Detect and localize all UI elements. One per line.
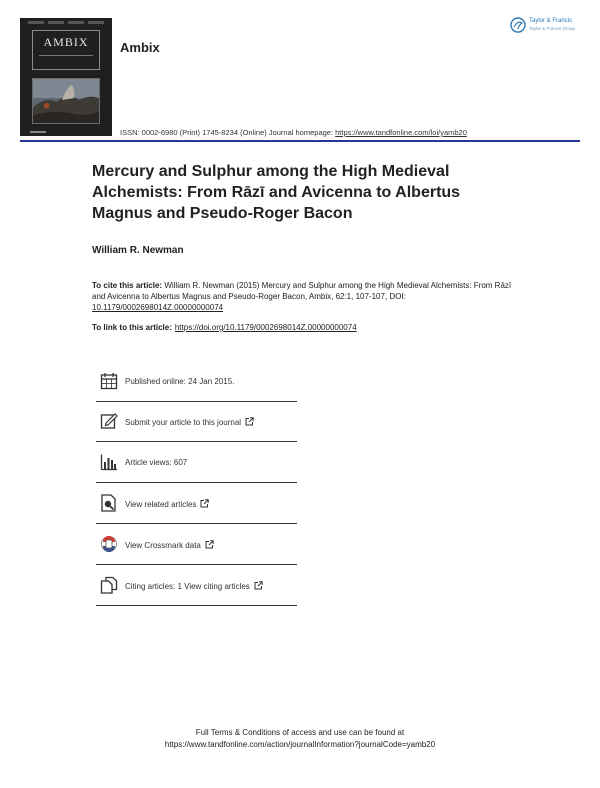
cover-painting [32,78,100,124]
publisher-name: Taylor & Francis [529,18,573,24]
crossmark-icon [100,535,118,553]
related-articles-icon [100,494,118,512]
submit-article-text: Submit your article to this journal [125,418,242,427]
crossmark-text: View Crossmark data [125,541,201,550]
related-articles-text: View related articles [125,500,197,509]
external-link-icon [205,540,214,549]
related-articles-label[interactable] [125,499,209,509]
journal-name: Ambix [120,40,160,55]
citing-articles-icon [100,576,118,594]
issn-line [120,128,467,137]
terms-footer [0,727,600,751]
submit-article-box[interactable] [96,402,297,442]
citation-text: William R. Newman (2015) Mercury and Sulphur among the High Medieval Alchemists: From Rāzī and Avicenna to Albertus Magnus and Pseudo-Roger Bacon, Ambix, 62:1, 107-107, DOI: [92,281,512,301]
bar-chart-icon [100,453,118,471]
submit-article-label[interactable] [125,417,254,427]
link-to-article [92,323,357,332]
citing-articles-box[interactable] [96,566,297,606]
header-rule [20,140,580,142]
related-articles-box[interactable] [96,484,297,524]
crossmark-label[interactable] [125,540,214,550]
terms-text: Full Terms & Conditions of access and use can be found at [195,728,405,737]
cover-publisher-mark [30,128,46,133]
article-title: Mercury and Sulphur among the High Medieval Alchemists: From Rāzī and Avicenna to Albertus Magnus and Pseudo-Roger Bacon [92,163,461,222]
publisher-icon [510,17,526,33]
cover-header-strip [28,21,104,24]
publisher-tagline: Taylor & Francis Group [529,26,576,31]
published-online-label: Published online: 24 Jan 2015. [125,377,235,386]
cover-subtitle-rule [39,55,93,63]
doi-link[interactable]: 10.1179/0002698014Z.00000000074 [92,303,224,312]
citation-label: To cite this article: [92,281,163,290]
published-online-box [96,362,297,402]
external-link-icon [200,499,209,508]
submit-icon [100,412,118,430]
external-link-icon [245,417,254,426]
calendar-icon [100,372,118,390]
article-url-link[interactable]: https://doi.org/10.1179/0002698014Z.00000000074 [174,323,357,332]
link-label: To link to this article: [92,323,172,332]
cover-masthead [32,30,100,70]
article-views-box [96,443,297,483]
crossmark-box[interactable] [96,525,297,565]
cover-title: AMBIX [43,35,89,49]
journal-homepage-link[interactable]: https://www.tandfonline.com/loi/yamb20 [335,128,467,137]
external-link-icon [254,581,263,590]
article-views-label: Article views: 607 [125,458,188,467]
issn-text: ISSN: 0002-6980 (Print) 1745-8234 (Online) Journal homepage: [120,128,336,137]
journal-cover [20,18,112,136]
citing-articles-label[interactable] [125,581,263,591]
citing-articles-text: Citing articles: 1 View citing articles [125,582,250,591]
citation-block [92,280,512,313]
article-author: William R. Newman [92,245,184,256]
terms-url-link[interactable]: https://www.tandfonline.com/action/journalInformation?journalCode=yamb20 [164,740,436,749]
publisher-logo[interactable] [510,16,590,36]
